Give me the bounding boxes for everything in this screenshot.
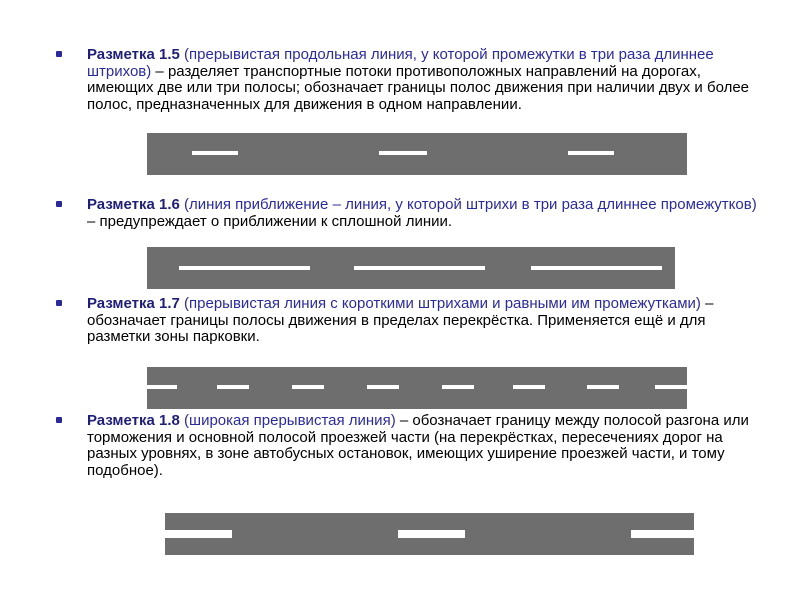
road-dash: [292, 385, 324, 389]
road-marking-1-6-illustration: [147, 247, 675, 289]
marking-1-5-title: Разметка 1.5: [87, 46, 180, 63]
road-dash: [367, 385, 399, 389]
bullet-icon: [56, 417, 62, 423]
marking-1-6-text: [87, 197, 767, 230]
marking-1-6-description: – предупреждает о приближении к сплошной линии.: [87, 212, 453, 230]
marking-1-5-description: – разделяет транспортные потоки противоположных направлений на дорогах, имеющих две или три полосы; обозначает границы полос движения при наличии двух и более полос, предназначенных для движения в одном направлении.: [87, 62, 750, 113]
road-dash: [398, 530, 465, 538]
road-dash: [655, 385, 687, 389]
road-dash: [631, 530, 694, 538]
marking-1-8-title: Разметка 1.8: [87, 412, 180, 429]
marking-1-8-definition: (широкая прерывистая линия): [179, 412, 396, 429]
road-dash: [217, 385, 249, 389]
road-dash: [513, 385, 545, 389]
bullet-icon: [56, 300, 62, 306]
road-dash: [192, 151, 238, 155]
road-dash: [442, 385, 474, 389]
road-marking-1-7-illustration: [147, 367, 687, 409]
road-dash: [179, 266, 310, 270]
road-marking-1-8-illustration: [165, 513, 694, 555]
road-dash: [147, 385, 177, 389]
road-dash: [587, 385, 619, 389]
road-dash: [379, 151, 427, 155]
road-dash: [165, 530, 232, 538]
marking-1-6-definition: (линия приближение – линия, у которой штрихи в три раза длиннее промежутков): [179, 196, 757, 213]
road-marking-1-5-illustration: [147, 133, 687, 175]
marking-1-5-definition: (прерывистая продольная линия, у которой промежутки в три раза длиннее штрихов): [87, 46, 714, 80]
bullet-icon: [56, 201, 62, 207]
marking-1-8-description: – обозначает границу между полосой разгона или торможения и основной полосой проезжей части (на перекрёстках, пересечениях дорог на разных уровнях, в зоне автобусных остановок, имеющих уширение проезжей части, и тому подобное).: [87, 412, 749, 479]
marking-1-8-text: [87, 413, 767, 479]
marking-1-5-text: [87, 47, 767, 113]
road-dash: [354, 266, 485, 270]
road-dash: [531, 266, 662, 270]
marking-1-7-text: [87, 296, 767, 346]
marking-1-7-definition: (прерывистая линия с короткими штрихами и равными им промежутками): [179, 295, 701, 312]
marking-1-7-description: – обозначает границы полосы движения в пределах перекрёстка. Применяется ещё и для разметки зоны парковки.: [87, 295, 714, 345]
road-dash: [568, 151, 614, 155]
marking-1-7-title: Разметка 1.7: [87, 295, 180, 312]
marking-1-6-title: Разметка 1.6: [87, 196, 180, 213]
bullet-icon: [56, 51, 62, 57]
